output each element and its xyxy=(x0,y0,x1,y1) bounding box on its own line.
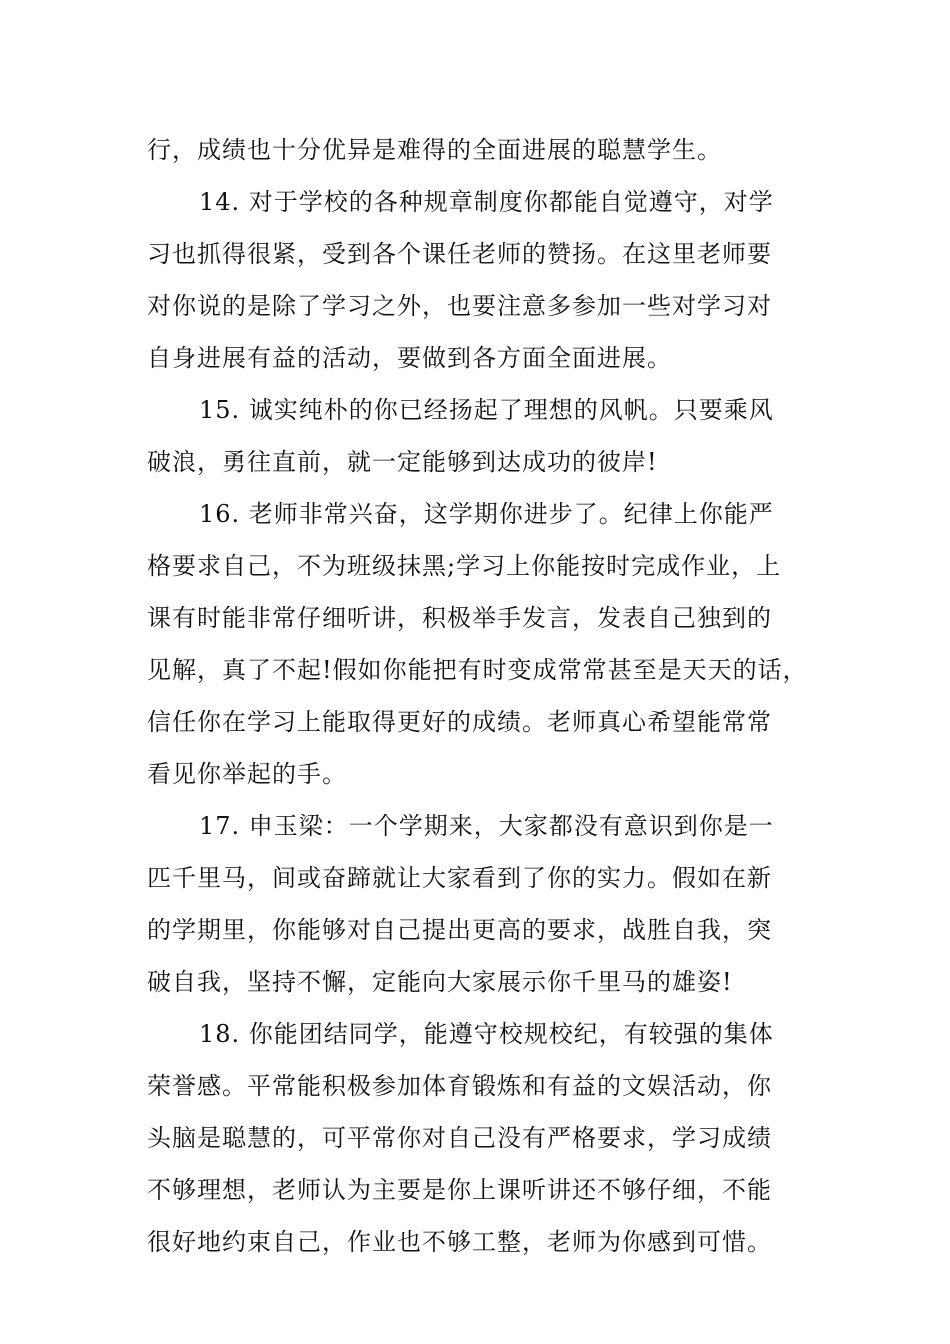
text-line: 自身进展有益的活动，要做到各方面全面进展。 xyxy=(147,344,672,372)
text-line: 的学期里，你能够对自己提出更高的要求，战胜自我，突 xyxy=(147,916,772,944)
paragraph-first-line: 15. 诚实纯朴的你已经扬起了理想的风帆。只要乘风 xyxy=(199,396,774,424)
text-line: 头脑是聪慧的，可平常你对自己没有严格要求，学习成绩 xyxy=(147,1124,772,1152)
text-line: 荣誉感。平常能积极参加体育锻炼和有益的文娱活动，你 xyxy=(147,1072,772,1100)
text-line: 很好地约束自己，作业也不够工整，老师为你感到可惜。 xyxy=(147,1228,772,1256)
text-line: 看见你举起的手。 xyxy=(147,760,347,788)
text-line: 信任你在学习上能取得更好的成绩。老师真心希望能常常 xyxy=(147,708,772,736)
text-line: 不够理想，老师认为主要是你上课听讲还不够仔细，不能 xyxy=(147,1176,772,1204)
text-line: 见解，真了不起!假如你能把有时变成常常甚至是天天的话， xyxy=(147,656,808,684)
text-line: 对你说的是除了学习之外，也要注意多参加一些对学习对 xyxy=(147,292,772,320)
document-body xyxy=(147,124,827,1268)
paragraph-first-line: 17. 申玉梁：一个学期来，大家都没有意识到你是一 xyxy=(199,812,774,840)
text-line: 行，成绩也十分优异是难得的全面进展的聪慧学生。 xyxy=(147,136,722,164)
text-line: 格要求自己，不为班级抹黑;学习上你能按时完成作业，上 xyxy=(147,552,782,580)
text-line: 破浪，勇往直前，就一定能够到达成功的彼岸! xyxy=(147,448,658,476)
text-line: 课有时能非常仔细听讲，积极举手发言，发表自己独到的 xyxy=(147,604,772,632)
text-line: 匹千里马，间或奋蹄就让大家看到了你的实力。假如在新 xyxy=(147,864,772,892)
paragraph-first-line: 18. 你能团结同学，能遵守校规校纪，有较强的集体 xyxy=(199,1020,774,1048)
text-line: 破自我，坚持不懈，定能向大家展示你千里马的雄姿! xyxy=(147,968,733,996)
text-line: 习也抓得很紧，受到各个课任老师的赞扬。在这里老师要 xyxy=(147,240,772,268)
paragraph-first-line: 14. 对于学校的各种规章制度你都能自觉遵守，对学 xyxy=(199,188,774,216)
paragraph-first-line: 16. 老师非常兴奋，这学期你进步了。纪律上你能严 xyxy=(199,500,774,528)
